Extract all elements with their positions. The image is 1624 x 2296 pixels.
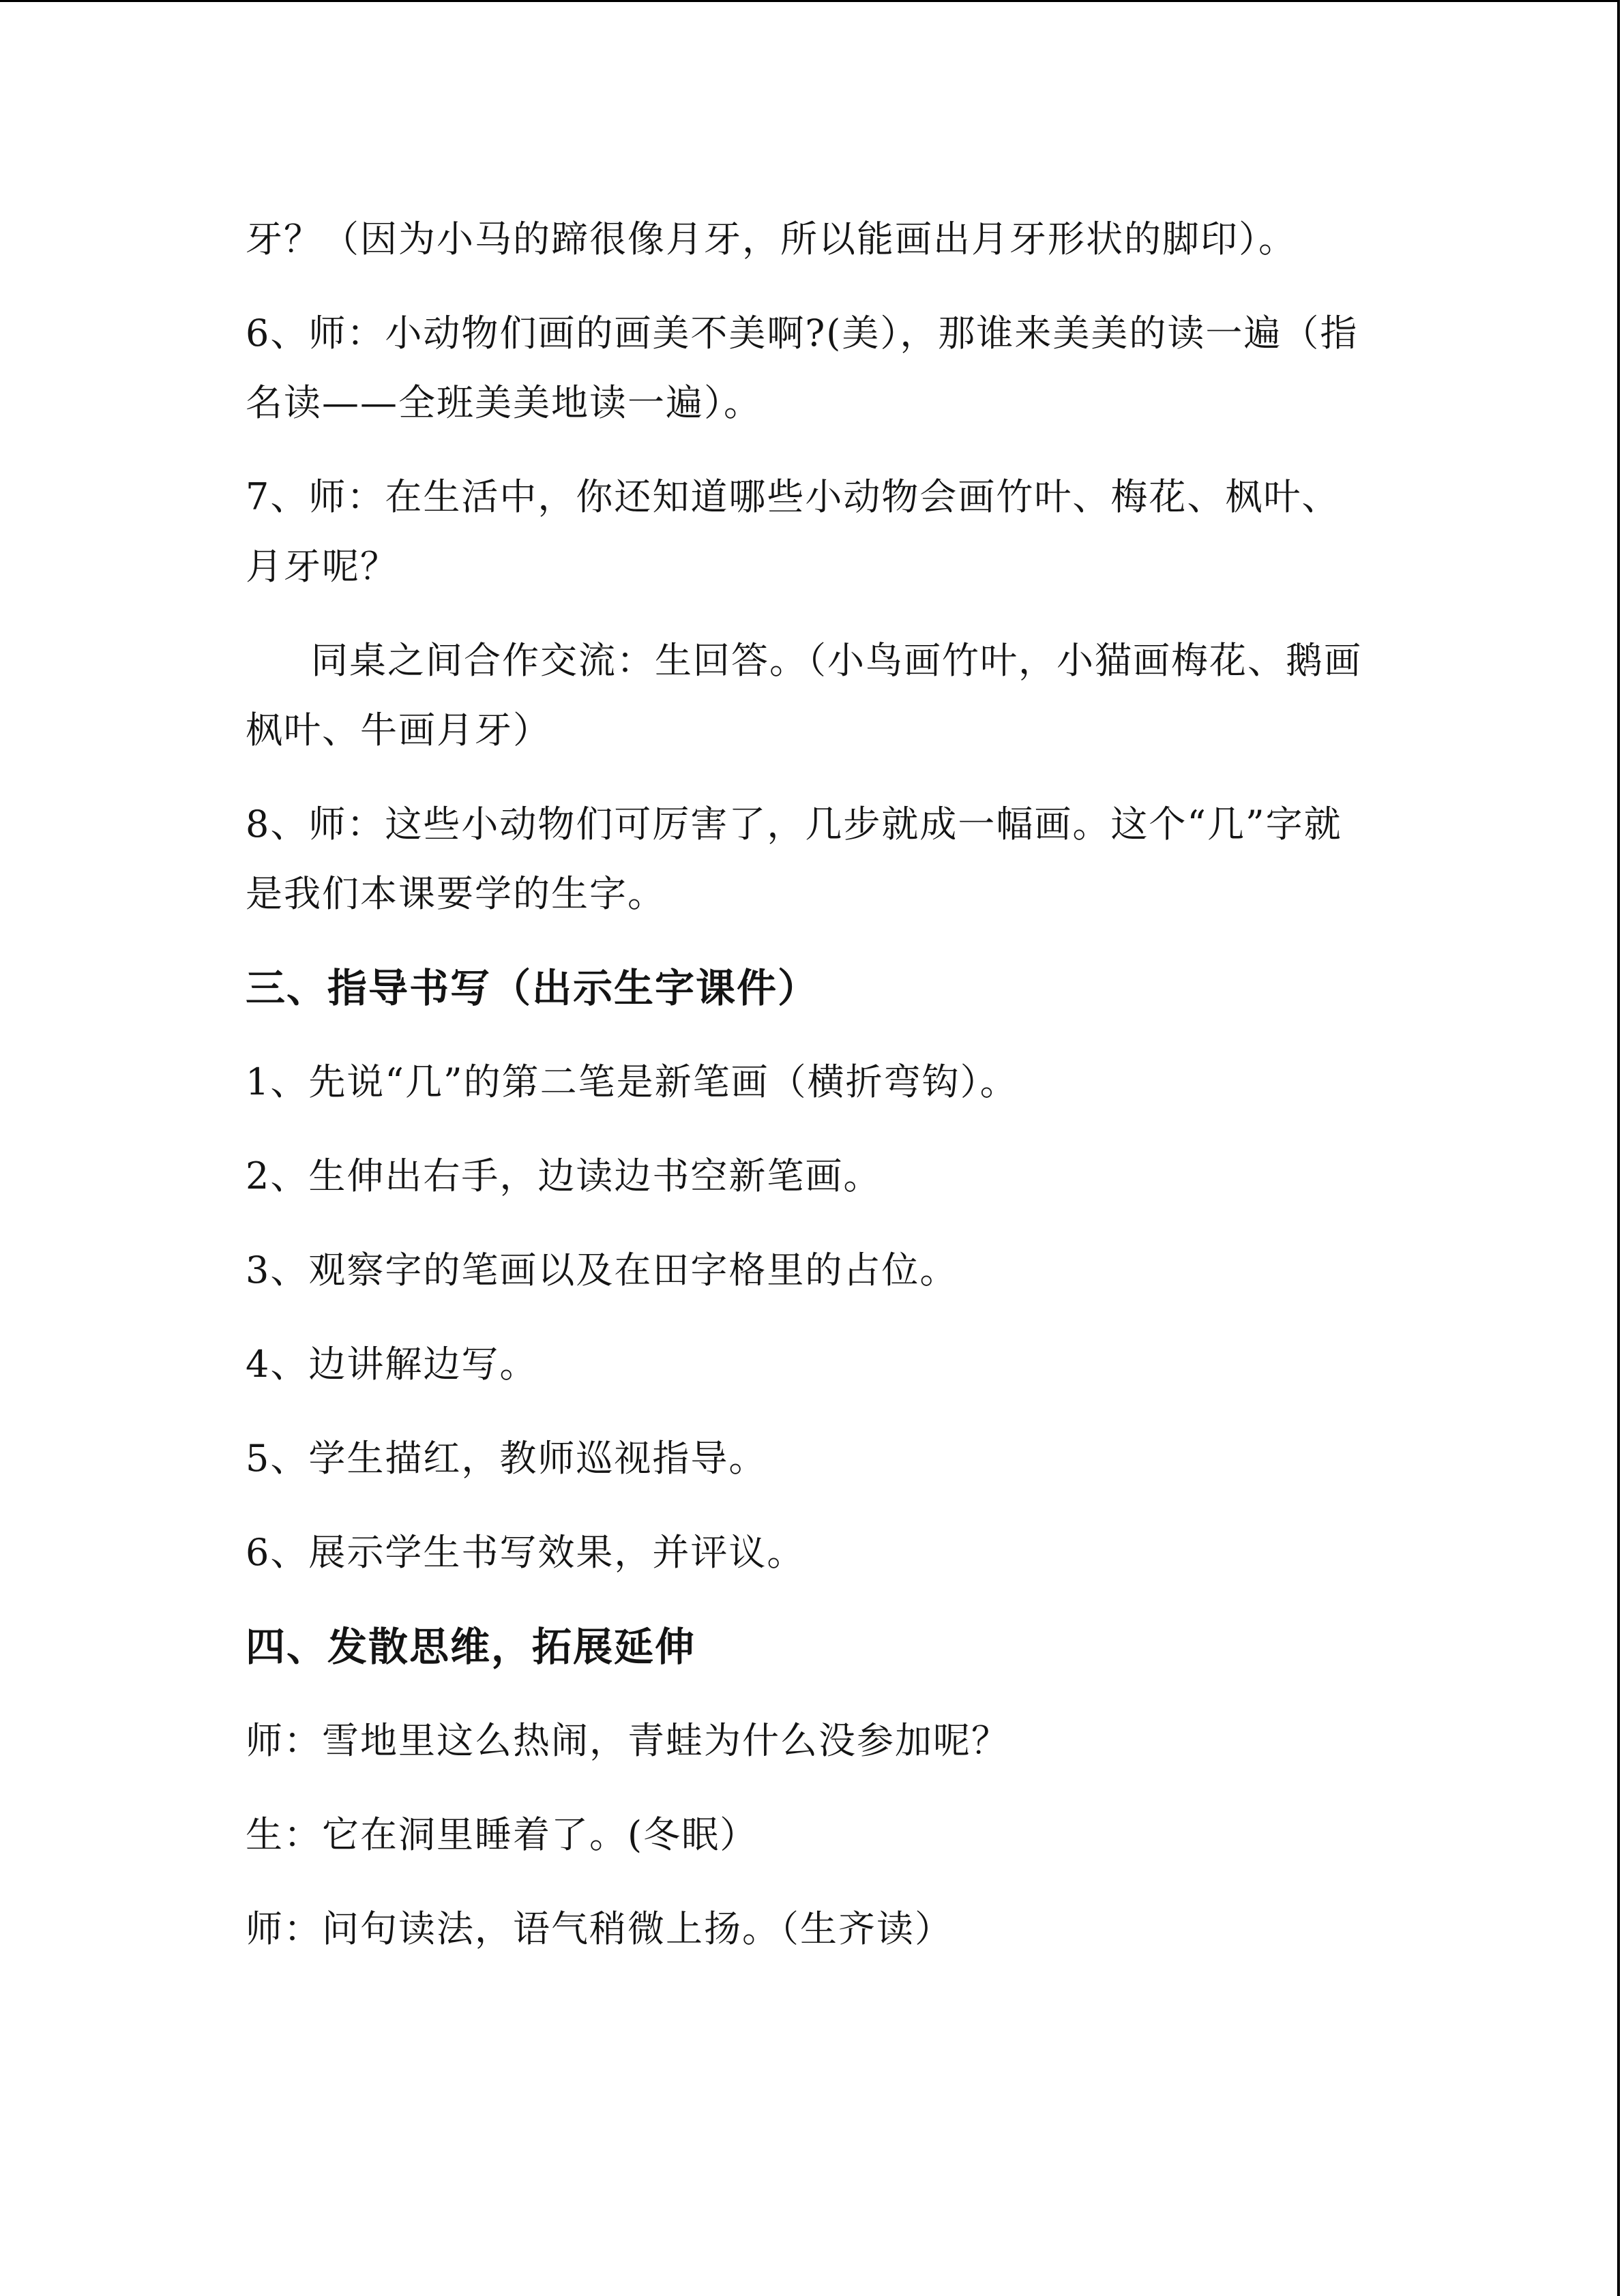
document-body [246,205,1378,1988]
paragraph-step-7: 7、师：在生活中，你还知道哪些小动物会画竹叶、梅花、枫叶、月牙呢？ [246,475,1340,588]
list-item-writing-4: 4、边讲解边写。 [246,1343,538,1386]
list-item-writing-5: 5、学生描红，教师巡视指导。 [246,1437,767,1480]
list-item-writing-1: 1、先说“几”的第二笔是新笔画（横折弯钩）。 [246,1060,1018,1103]
section-heading-extension: 四、发散思维，拓展延伸 [246,1624,696,1670]
dialogue-teacher-question: 师：雪地里这么热闹，青蛙为什么没参加呢？ [246,1719,1009,1762]
section-heading-writing-guidance: 三、指导书写（出示生字课件） [246,965,819,1011]
dialogue-student-answer: 生：它在洞里睡着了。(冬眠） [246,1813,758,1856]
list-item-writing-2: 2、生伸出右手，边读边书空新笔画。 [246,1154,882,1197]
paragraph-desk-partner-discussion: 同桌之间合作交流：生回答。（小鸟画竹叶，小猫画梅花、鹅画枫叶、牛画月牙） [246,639,1362,751]
paragraph-step-6: 6、师：小动物们画的画美不美啊?(美），那谁来美美的读一遍（指名读——全班美美地读一遍）。 [246,312,1359,424]
paragraph-moon-footprint: 牙？（因为小马的蹄很像月牙，所以能画出月牙形状的脚印）。 [246,218,1297,260]
dialogue-teacher-reading-note: 师：问句读法，语气稍微上扬。（生齐读） [246,1907,953,1950]
paragraph-step-8: 8、师：这些小动物们可厉害了，几步就成一幅画。这个“几”字就是我们本课要学的生字。 [246,803,1342,915]
list-item-writing-3: 3、观察字的笔画以及在田字格里的占位。 [246,1249,958,1292]
list-item-writing-6: 6、展示学生书写效果，并评议。 [246,1531,806,1574]
